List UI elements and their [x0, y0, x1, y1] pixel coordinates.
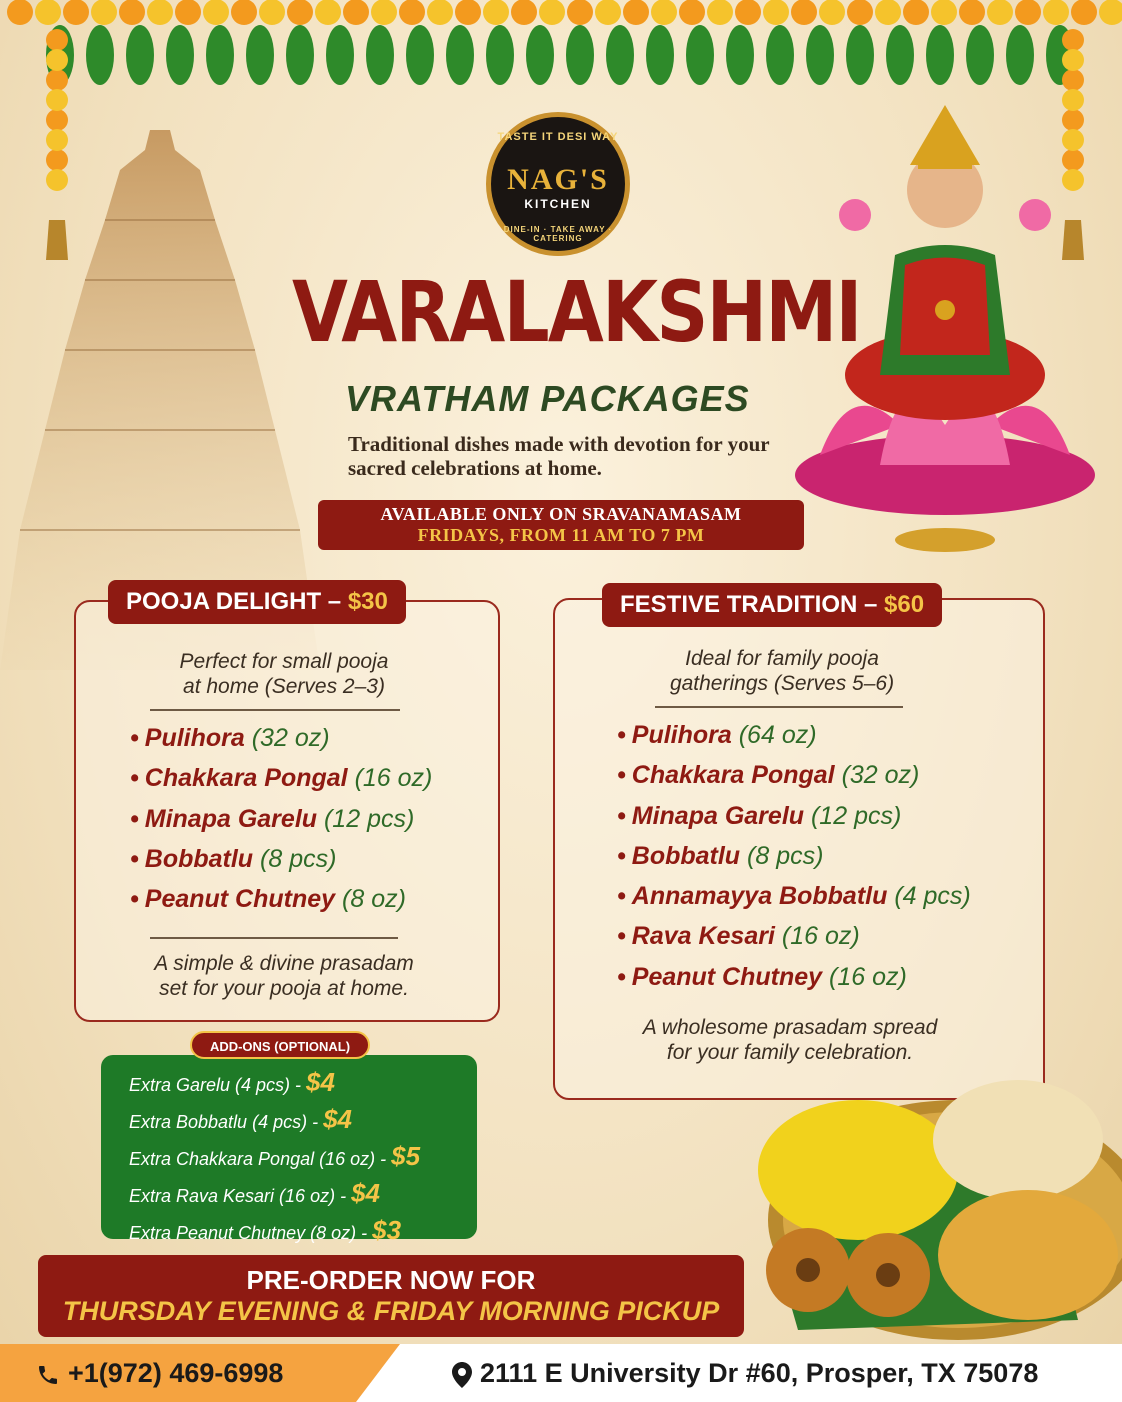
list-item: • Peanut Chutney (8 oz)	[130, 885, 406, 914]
nags-kitchen-logo	[486, 112, 630, 256]
location-pin-icon	[452, 1362, 472, 1388]
preorder-banner	[38, 1255, 744, 1337]
package-description	[602, 646, 962, 696]
package-description	[104, 649, 464, 699]
preorder-line1: PRE-ORDER NOW FOR	[246, 1265, 536, 1295]
list-item: • Peanut Chutney (16 oz)	[617, 962, 907, 991]
marigold-garland	[0, 0, 1122, 90]
list-item: • Bobbatlu (8 pcs)	[617, 841, 824, 870]
divider	[150, 709, 400, 711]
addon-item: Extra Chakkara Pongal (16 oz) - $5	[129, 1141, 421, 1171]
address[interactable]: 2111 E University Dr #60, Prosper, TX 75078	[452, 1358, 1038, 1389]
package-title-festive-tradition	[602, 583, 942, 627]
availability-banner	[318, 500, 804, 550]
logo-bottom-text: DINE-IN · TAKE AWAY · CATERING	[503, 225, 613, 243]
list-item: • Minapa Garelu (12 pcs)	[130, 804, 415, 833]
divider	[150, 937, 398, 939]
list-item: • Pulihora (64 oz)	[617, 721, 817, 749]
addons-list	[101, 1055, 477, 1250]
logo-top-text: TASTE IT DESI WAY	[497, 131, 619, 143]
package-price: $60	[884, 591, 925, 618]
list-item: • Chakkara Pongal (16 oz)	[130, 764, 433, 793]
package-name: FESTIVE TRADITION –	[620, 591, 885, 618]
list-item: • Bobbatlu (8 pcs)	[130, 844, 337, 873]
addon-item: Extra Bobbatlu (4 pcs) - $4	[129, 1104, 353, 1134]
addon-item: Extra Peanut Chutney (8 oz) - $3	[129, 1215, 402, 1245]
addons-panel	[101, 1055, 477, 1245]
package-price: $30	[347, 588, 388, 615]
page-title: VARALAKSHMI	[292, 263, 861, 361]
list-item: • Pulihora (32 oz)	[130, 724, 330, 752]
logo-brand: NAG'S	[507, 163, 609, 196]
footer-line: for your family celebration.	[666, 1041, 914, 1064]
divider	[655, 706, 903, 708]
footer-line: set for your pooja at home.	[159, 977, 409, 1000]
footer-line: A wholesome prasadam spread	[642, 1016, 938, 1039]
package-title-pooja-delight	[108, 580, 406, 624]
availability-line2: FRIDAYS, FROM 11 AM TO 7 PM	[417, 525, 705, 545]
addons-label: ADD-ONS (OPTIONAL)	[190, 1031, 370, 1059]
package-footer-text	[580, 1015, 1000, 1065]
footer-line: A simple & divine prasadam	[154, 952, 414, 975]
list-item: • Minapa Garelu (12 pcs)	[617, 801, 902, 830]
phone-icon	[36, 1363, 60, 1387]
description-line: at home (Serves 2–3)	[183, 675, 385, 698]
package-footer-text	[94, 951, 474, 1001]
phone-number[interactable]: +1(972) 469-6998	[36, 1358, 283, 1389]
availability-line1: AVAILABLE ONLY ON SRAVANAMASAM	[380, 504, 742, 524]
description-line: Perfect for small pooja	[179, 650, 389, 673]
contact-footer	[0, 1344, 1122, 1402]
food-platter-illustration	[738, 1060, 1122, 1340]
addon-item: Extra Garelu (4 pcs) - $4	[129, 1067, 335, 1097]
package-name: POOJA DELIGHT –	[126, 588, 348, 615]
tagline: Traditional dishes made with devotion for your sacred celebrations at home.	[348, 432, 770, 480]
list-item: • Chakkara Pongal (32 oz)	[617, 761, 920, 790]
description-line: gatherings (Serves 5–6)	[669, 672, 895, 695]
addon-item: Extra Rava Kesari (16 oz) - $4	[129, 1178, 380, 1208]
page-subtitle: VRATHAM PACKAGES	[345, 378, 750, 419]
list-item: • Rava Kesari (16 oz)	[617, 922, 860, 951]
package-items-list	[617, 715, 971, 997]
description-line: Ideal for family pooja	[685, 647, 879, 670]
logo-brand-sub: KITCHEN	[524, 197, 592, 211]
preorder-line2: THURSDAY EVENING & FRIDAY MORNING PICKUP	[62, 1296, 720, 1326]
list-item: • Annamayya Bobbatlu (4 pcs)	[617, 882, 971, 911]
package-items-list	[130, 718, 432, 919]
